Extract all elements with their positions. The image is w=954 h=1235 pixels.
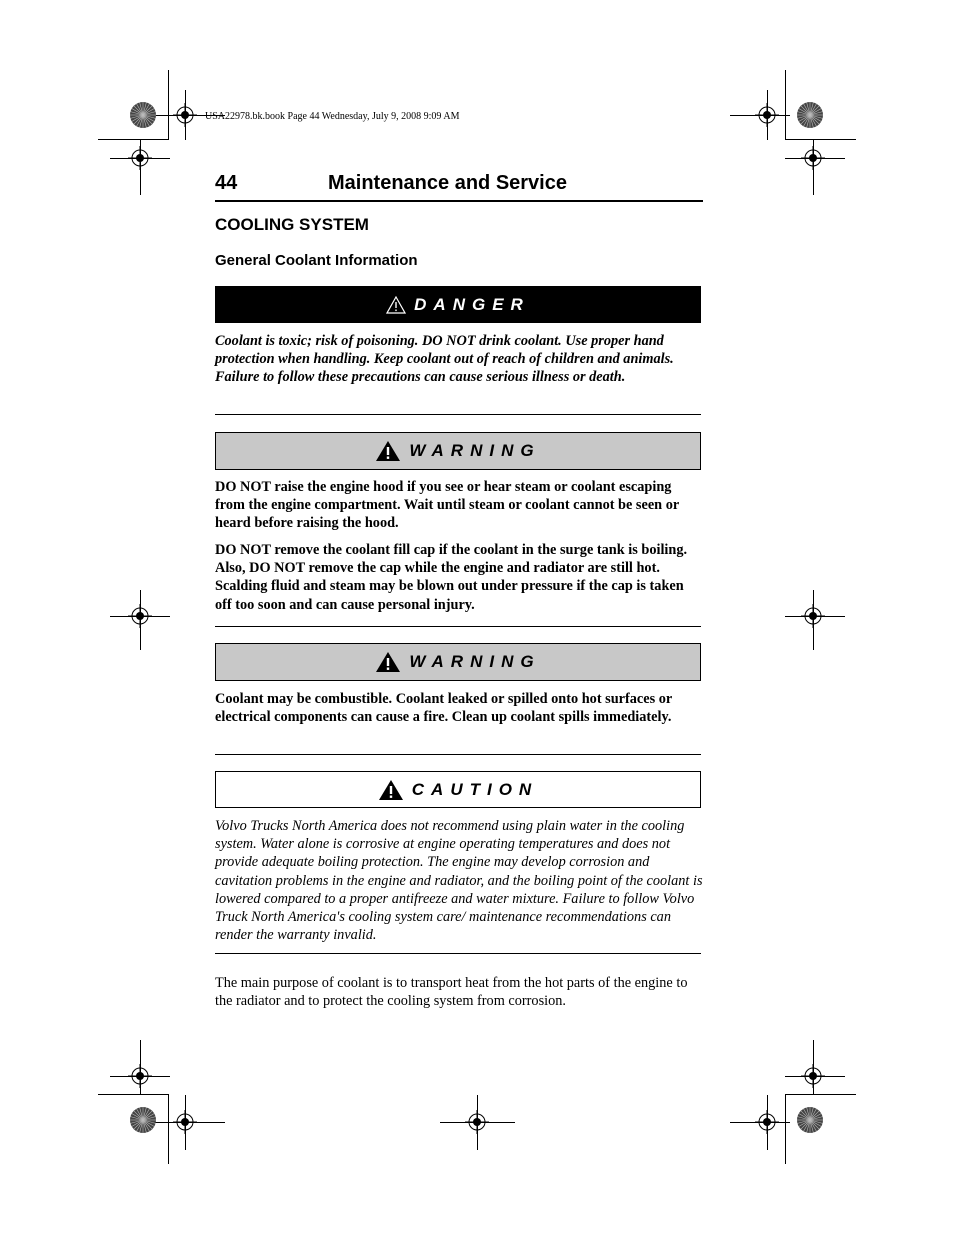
crop-mark bbox=[98, 139, 168, 140]
registration-mark-icon bbox=[465, 1110, 489, 1134]
registration-mark-icon bbox=[801, 604, 825, 628]
caution-label: CAUTION bbox=[411, 779, 539, 799]
color-target-icon bbox=[129, 1106, 157, 1134]
warning-1-paragraph-2: DO NOT remove the coolant fill cap if the coolant in the surge tank is boiling. Also, DO NOT remove the cap while the engine and radiator are still hot. Scalding fluid and steam may be blown out under pressure if the cap is taken off too soon and can cause personal injury. bbox=[215, 542, 688, 613]
registration-mark-icon bbox=[128, 1064, 152, 1088]
crop-mark bbox=[786, 1094, 856, 1095]
section-title: COOLING SYSTEM bbox=[215, 215, 369, 234]
warning-1-paragraph-1: DO NOT raise the engine hood if you see or hear steam or coolant escaping from the engine compartment. Wait until steam or coolant cannot be seen or heard before raising the hood. bbox=[215, 479, 679, 532]
crop-mark bbox=[785, 1094, 786, 1164]
caution-end-rule bbox=[215, 953, 701, 954]
crop-mark bbox=[786, 139, 856, 140]
warning-label-2: WARNING bbox=[409, 652, 541, 671]
danger-label: DANGER bbox=[414, 294, 530, 314]
warning-banner-2 bbox=[215, 643, 701, 681]
registration-mark-icon bbox=[128, 604, 152, 628]
warning-banner-1 bbox=[215, 432, 701, 470]
crop-mark bbox=[98, 1094, 168, 1095]
warning-1-end-rule bbox=[215, 626, 701, 627]
crop-mark bbox=[168, 1094, 169, 1164]
danger-text: Coolant is toxic; risk of poisoning. DO NOT drink coolant. Use proper hand protection when handling. Keep coolant out of reach of children and animals. Failure to follow these precautions can cause serious illness or death. bbox=[215, 333, 674, 386]
crop-mark bbox=[168, 70, 169, 140]
registration-mark-icon bbox=[173, 1110, 197, 1134]
warning-2-text: Coolant may be combustible. Coolant leaked or spilled onto hot surfaces or electrical components can cause a fire. Clean up coolant spills immediately. bbox=[215, 691, 672, 726]
warning-label-1: WARNING bbox=[409, 441, 541, 460]
danger-banner bbox=[215, 286, 701, 323]
chapter-title: Maintenance and Service bbox=[328, 172, 567, 194]
registration-mark-icon bbox=[755, 103, 779, 127]
registration-mark-icon bbox=[801, 1064, 825, 1088]
danger-end-rule bbox=[215, 414, 701, 415]
body-paragraph: The main purpose of coolant is to transport heat from the hot parts of the engine to the radiator and to protect the cooling system from corrosion. bbox=[215, 975, 688, 1010]
page-number: 44 bbox=[215, 172, 238, 194]
registration-mark-icon bbox=[755, 1110, 779, 1134]
warning-triangle-outline-icon bbox=[386, 296, 406, 314]
print-slug: USA22978.bk.book Page 44 Wednesday, July 9, 2008 9:09 AM bbox=[205, 111, 460, 122]
registration-mark-icon bbox=[128, 146, 152, 170]
warning-triangle-filled-icon bbox=[375, 651, 401, 673]
warning-triangle-filled-icon bbox=[378, 779, 404, 801]
caution-banner bbox=[215, 771, 701, 808]
page-header bbox=[215, 172, 703, 202]
registration-mark-icon bbox=[801, 146, 825, 170]
warning-triangle-filled-icon bbox=[375, 440, 401, 462]
color-target-icon bbox=[796, 101, 824, 129]
color-target-icon bbox=[796, 1106, 824, 1134]
crop-mark bbox=[785, 70, 786, 140]
registration-mark-icon bbox=[173, 103, 197, 127]
color-target-icon bbox=[129, 101, 157, 129]
warning-2-end-rule bbox=[215, 754, 701, 755]
subsection-title: General Coolant Information bbox=[215, 252, 418, 269]
caution-text: Volvo Trucks North America does not recommend using plain water in the cooling system. Water alone is corrosive at engine operating temperatures and does not provide adequate boiling protection. The engine may develop corrosion and cavitation problems in the engine and radiator, and the boiling point of the coolant is lowered compared to a proper antifreeze and water mixture. Failure to follow Volvo Truck North America's cooling system care/ maintenance recommendations can render the warranty invalid. bbox=[215, 818, 703, 944]
